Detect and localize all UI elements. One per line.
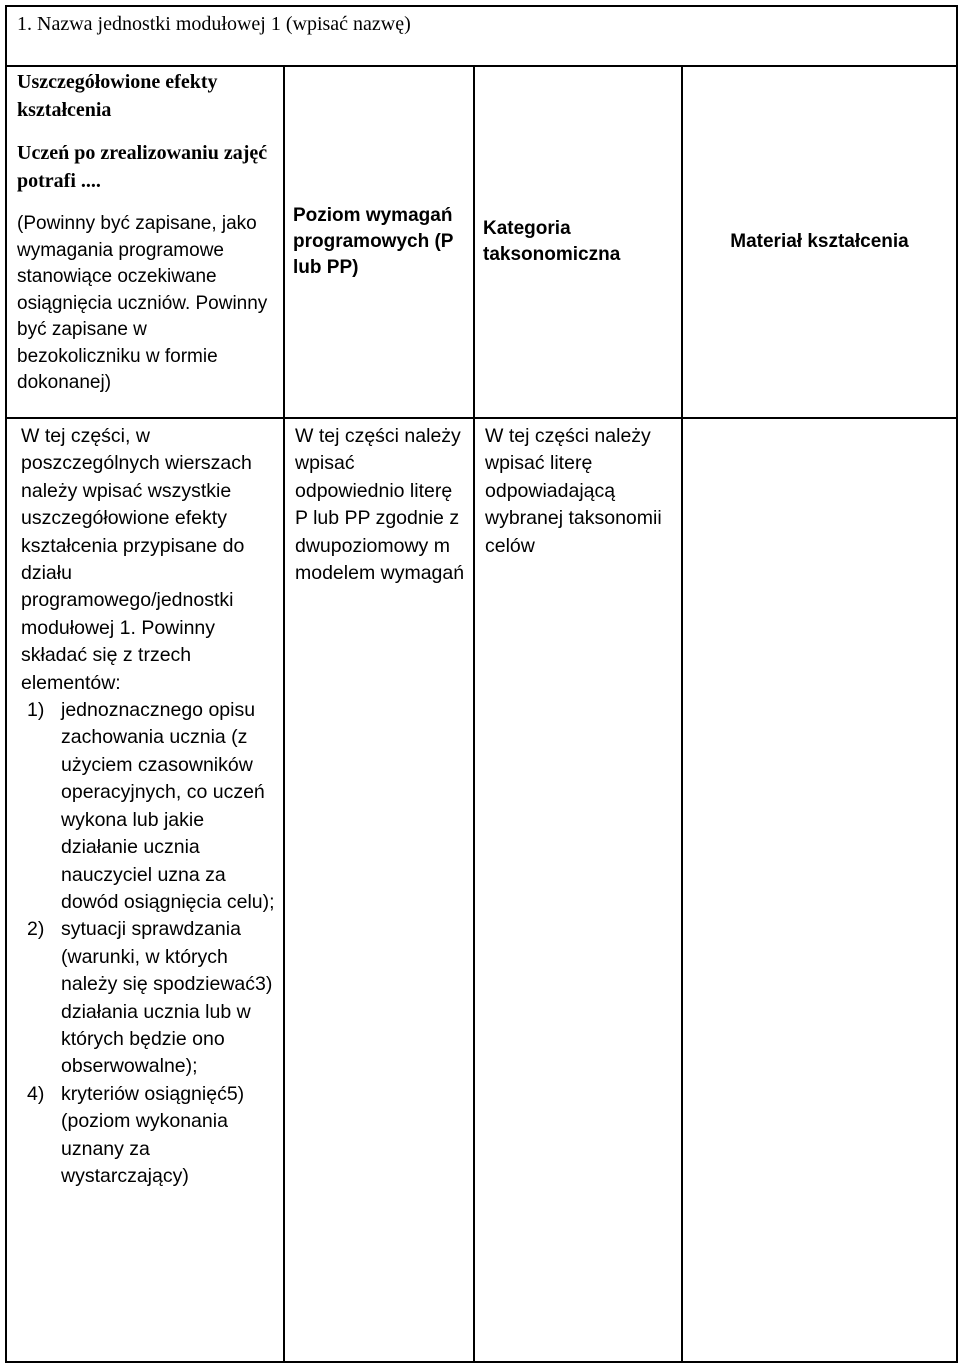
- list-item-text: jednoznacznego opisu zachowania ucznia (z użyciem czasowników operacyjnych, co uczeń wykona lub jakie działanie ucznia nauczyciel uzna za dowód osiągnięcia celu);: [61, 699, 275, 913]
- header-teaching-material: [682, 66, 957, 418]
- list-item: [21, 916, 275, 1080]
- list-item-number: 4): [27, 1082, 45, 1105]
- teaching-material-content: [683, 419, 956, 423]
- list-item: [21, 1081, 275, 1191]
- list-item-text: kryteriów osiągnięć5) (poziom wykonania uznany za wystarczający): [61, 1082, 245, 1187]
- body-requirement-level-cell: [284, 418, 474, 1362]
- header-teaching-material-label: Materiał kształcenia: [730, 231, 909, 252]
- list-item-number: 2): [27, 918, 45, 941]
- body-outcomes-cell: [6, 418, 284, 1362]
- module-title-cell: [6, 6, 957, 66]
- outcomes-element-list: [21, 697, 275, 1190]
- body-teaching-material-cell: [682, 418, 957, 1362]
- list-item-text: sytuacji sprawdzania (warunki, w których należy się spodziewać3) działania ucznia lub w których będzie ono obserwowalne);: [61, 918, 273, 1078]
- header-outcomes-subtitle: Uczeń po zrealizowaniu zajęć potrafi ....: [17, 142, 268, 192]
- header-learning-outcomes: [6, 66, 284, 418]
- module-title: 1. Nazwa jednostki modułowej 1: [17, 13, 281, 35]
- header-outcomes-title: Uszczegółowione efekty kształcenia: [17, 71, 218, 121]
- header-taxonomy-category: [474, 66, 682, 418]
- header-requirement-level-label: Poziom wymagań programowych (P lub PP): [293, 205, 454, 278]
- header-outcomes-note: (Powinny być zapisane, jako wymagania programowe stanowiące oczekiwane osiągnięcia uczniów. Powinny być zapisane w bezokoliczniku w formie dokonanej): [17, 213, 268, 393]
- syllabus-table: [5, 5, 958, 1363]
- list-item-number: 1): [27, 699, 45, 722]
- header-taxonomy-label-line2: taksonomiczna: [483, 244, 621, 265]
- module-title-hint: (wpisać nazwę): [280, 13, 411, 35]
- header-requirement-level: [284, 66, 474, 418]
- taxonomy-instructions: W tej części należy wpisać literę odpowiadającą wybranej taksonomii celów: [485, 425, 662, 557]
- list-item: [21, 697, 275, 916]
- requirement-level-instructions: W tej części należy wpisać odpowiednio literę P lub PP zgodnie z dwupoziomowy m modelem wymagań: [295, 425, 465, 585]
- body-taxonomy-cell: [474, 418, 682, 1362]
- outcomes-instructions: W tej części, w poszczególnych wierszach należy wpisać wszystkie uszczegółowione efekty kształcenia przypisane do działu programowego/jednostki modułowej 1. Powinny składać się z trzech elementów:: [21, 425, 252, 694]
- header-taxonomy-label-line1: Kategoria: [483, 218, 571, 239]
